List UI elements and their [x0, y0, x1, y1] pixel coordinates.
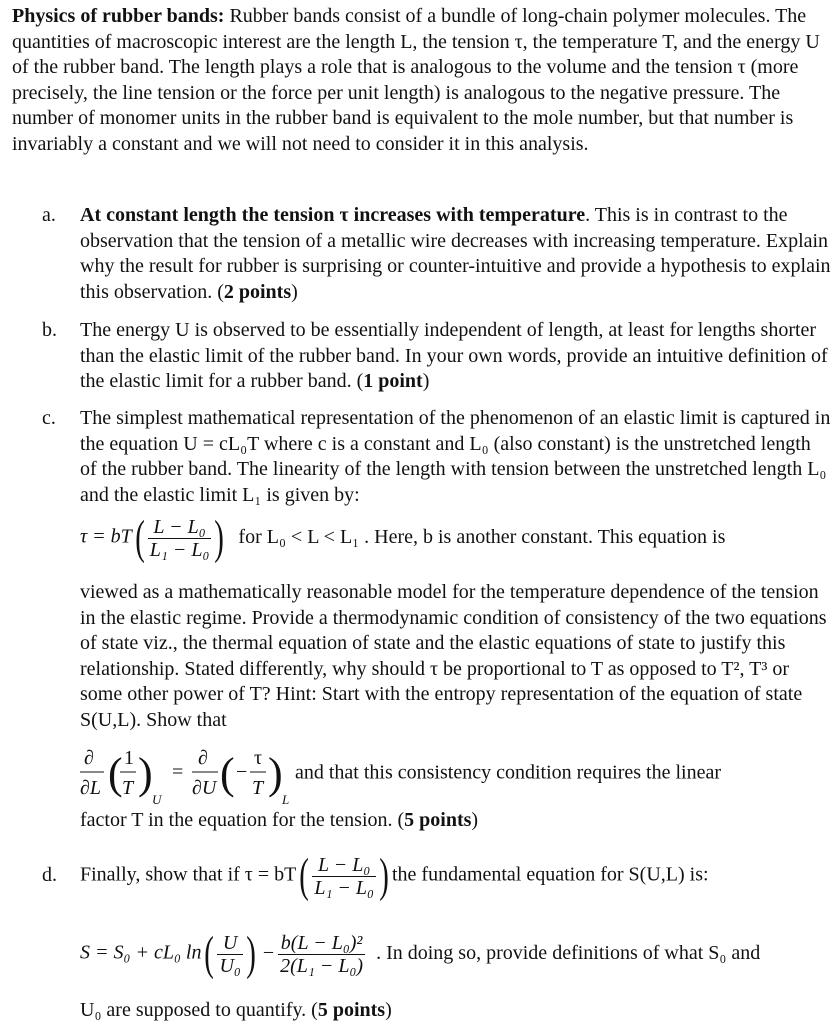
entropy-eq-num2: b(L − L₀)² — [278, 932, 365, 955]
question-b-points: 1 point — [363, 370, 423, 392]
svg-text:∂U: ∂U — [192, 777, 217, 799]
question-d-last: U₀ are supposed to quantify. ( — [80, 999, 318, 1021]
entropy-equation — [80, 927, 761, 980]
svg-text:T: T — [252, 777, 264, 799]
question-c-marker: c. — [42, 407, 56, 429]
svg-text:=: = — [172, 761, 184, 783]
svg-text:∂: ∂ — [84, 747, 94, 769]
entropy-eq-tail: . In doing so, provide definitions of what S₀ and — [376, 941, 761, 964]
question-b-close: ) — [422, 370, 430, 392]
entropy-eq-lhs: S = S₀ + cL₀ ln — [80, 941, 202, 964]
tension-eq-numerator: L − L₀ — [148, 516, 212, 539]
right-paren: ) — [214, 511, 225, 564]
question-d-fraction — [312, 854, 376, 899]
question-b — [42, 318, 832, 395]
consistency-eq-tail: and that this consistency condition requires the linear — [295, 761, 721, 784]
entropy-eq-fraction2 — [278, 932, 365, 977]
question-d-tail: the fundamental equation for S(U,L) is: — [391, 863, 709, 886]
tension-eq-lhs: τ = bT — [80, 525, 132, 548]
question-c-end — [42, 808, 832, 834]
question-c-text3: factor T in the equation for the tension. ( — [80, 809, 405, 831]
svg-text:∂L: ∂L — [80, 777, 102, 799]
question-c-text1: The simplest mathematical representation of the phenomenon of an elastic limit is captured in the equation U = cL₀T where c is a constant and L₀ (also constant) is the unstretched length of the rubber band. The linearity of the length with tension between the unstretched length L₀ and the elastic limit L₁ is given by: — [80, 407, 831, 506]
partial-derivative-equation — [80, 742, 290, 806]
svg-text:(: ( — [108, 749, 123, 798]
question-a-text: . This is in contrast to the observation that the tension of a metallic wire decreases with increasing temperature. Explain why the result for rubber is surprising or counter-intuitive and provide a hypothesis to explain this observation. ( — [80, 204, 831, 303]
svg-text:1: 1 — [124, 747, 134, 769]
left-paren: ( — [204, 927, 215, 980]
intro-text: Rubber bands consist of a bundle of long-chain polymer molecules. The quantities of macroscopic interest are the length L, the tension τ, the temperature T, and the energy U of the rubber band. The length plays a role that is analogous to the volume and the tension τ (more precisely, the line tension or the force per unit length) is analogous to the negative pressure. The number of monomer units in the rubber band is equivalent to the mole number, but that number is invariably a constant and we will not need to consider it in this analysis. — [12, 5, 820, 155]
svg-text:): ) — [268, 749, 283, 798]
question-d-marker: d. — [42, 863, 57, 886]
question-c-cont — [42, 580, 832, 733]
question-a-bold: At constant length the tension τ increases with temperature — [80, 204, 586, 226]
svg-text:U: U — [152, 792, 162, 806]
entropy-eq-minus: − — [262, 941, 275, 964]
svg-text:(: ( — [220, 749, 235, 798]
question-a — [42, 203, 832, 305]
entropy-eq-den1: U₀ — [219, 954, 241, 977]
question-a-points: 2 points — [223, 280, 292, 303]
tension-eq-tail: for L₀ < L < L₁ . Here, b is another constant. This equation is — [238, 525, 726, 548]
question-a-close: ) — [291, 280, 298, 303]
question-d-lead: Finally, show that if τ = bT — [80, 863, 297, 886]
question-a-marker: a. — [42, 204, 56, 226]
right-paren: ) — [246, 927, 256, 980]
tension-eq-denominator: L₁ − L₀ — [149, 538, 210, 561]
entropy-eq-den2: 2(L₁ − L₀) — [280, 954, 364, 977]
intro-paragraph — [12, 4, 822, 157]
left-paren: ( — [134, 511, 145, 564]
question-d-points: 5 points — [317, 999, 386, 1021]
question-c-points: 5 points — [404, 809, 472, 831]
svg-text:τ: τ — [254, 747, 263, 769]
svg-text:∂: ∂ — [198, 747, 208, 769]
svg-text:T: T — [122, 777, 134, 799]
entropy-eq-fraction1 — [217, 932, 242, 977]
svg-text:): ) — [138, 749, 153, 798]
right-paren: ) — [379, 849, 389, 902]
question-c — [42, 406, 832, 508]
tension-eq-fraction — [148, 516, 212, 561]
entropy-eq-num1: U — [217, 932, 242, 955]
question-d — [42, 849, 709, 902]
question-d-numerator: L − L₀ — [312, 854, 376, 877]
svg-text:L: L — [282, 792, 290, 806]
question-c-close: ) — [471, 809, 479, 831]
intro-title: Physics of rubber bands: — [12, 5, 225, 27]
question-d-denominator: L₁ − L₀ — [314, 876, 374, 899]
question-d-end — [80, 998, 820, 1024]
tension-equation — [80, 511, 726, 564]
question-d-close: ) — [385, 999, 392, 1021]
question-b-text: The energy U is observed to be essentially independent of length, at least for lengths shorter than the elastic limit of the rubber band. In your own words, provide an intuitive definition of the elastic limit for a rubber band. ( — [80, 319, 828, 392]
left-paren: ( — [299, 849, 310, 902]
svg-text:−: − — [236, 761, 248, 783]
consistency-equation — [80, 742, 721, 806]
question-b-marker: b. — [42, 319, 57, 341]
question-c-text2: viewed as a mathematically reasonable model for the temperature dependence of the tension in the elastic regime. Provide a thermodynamic condition of consistency of the two equations of state viz., the thermal equation of state and the elastic equations of state to justify this relationship. Stated differently, why should τ be proportional to T as opposed to T², T³ or some other power of T? Hint: Start with the entropy representation of the equation of state S(U,L). Show that — [80, 581, 827, 731]
